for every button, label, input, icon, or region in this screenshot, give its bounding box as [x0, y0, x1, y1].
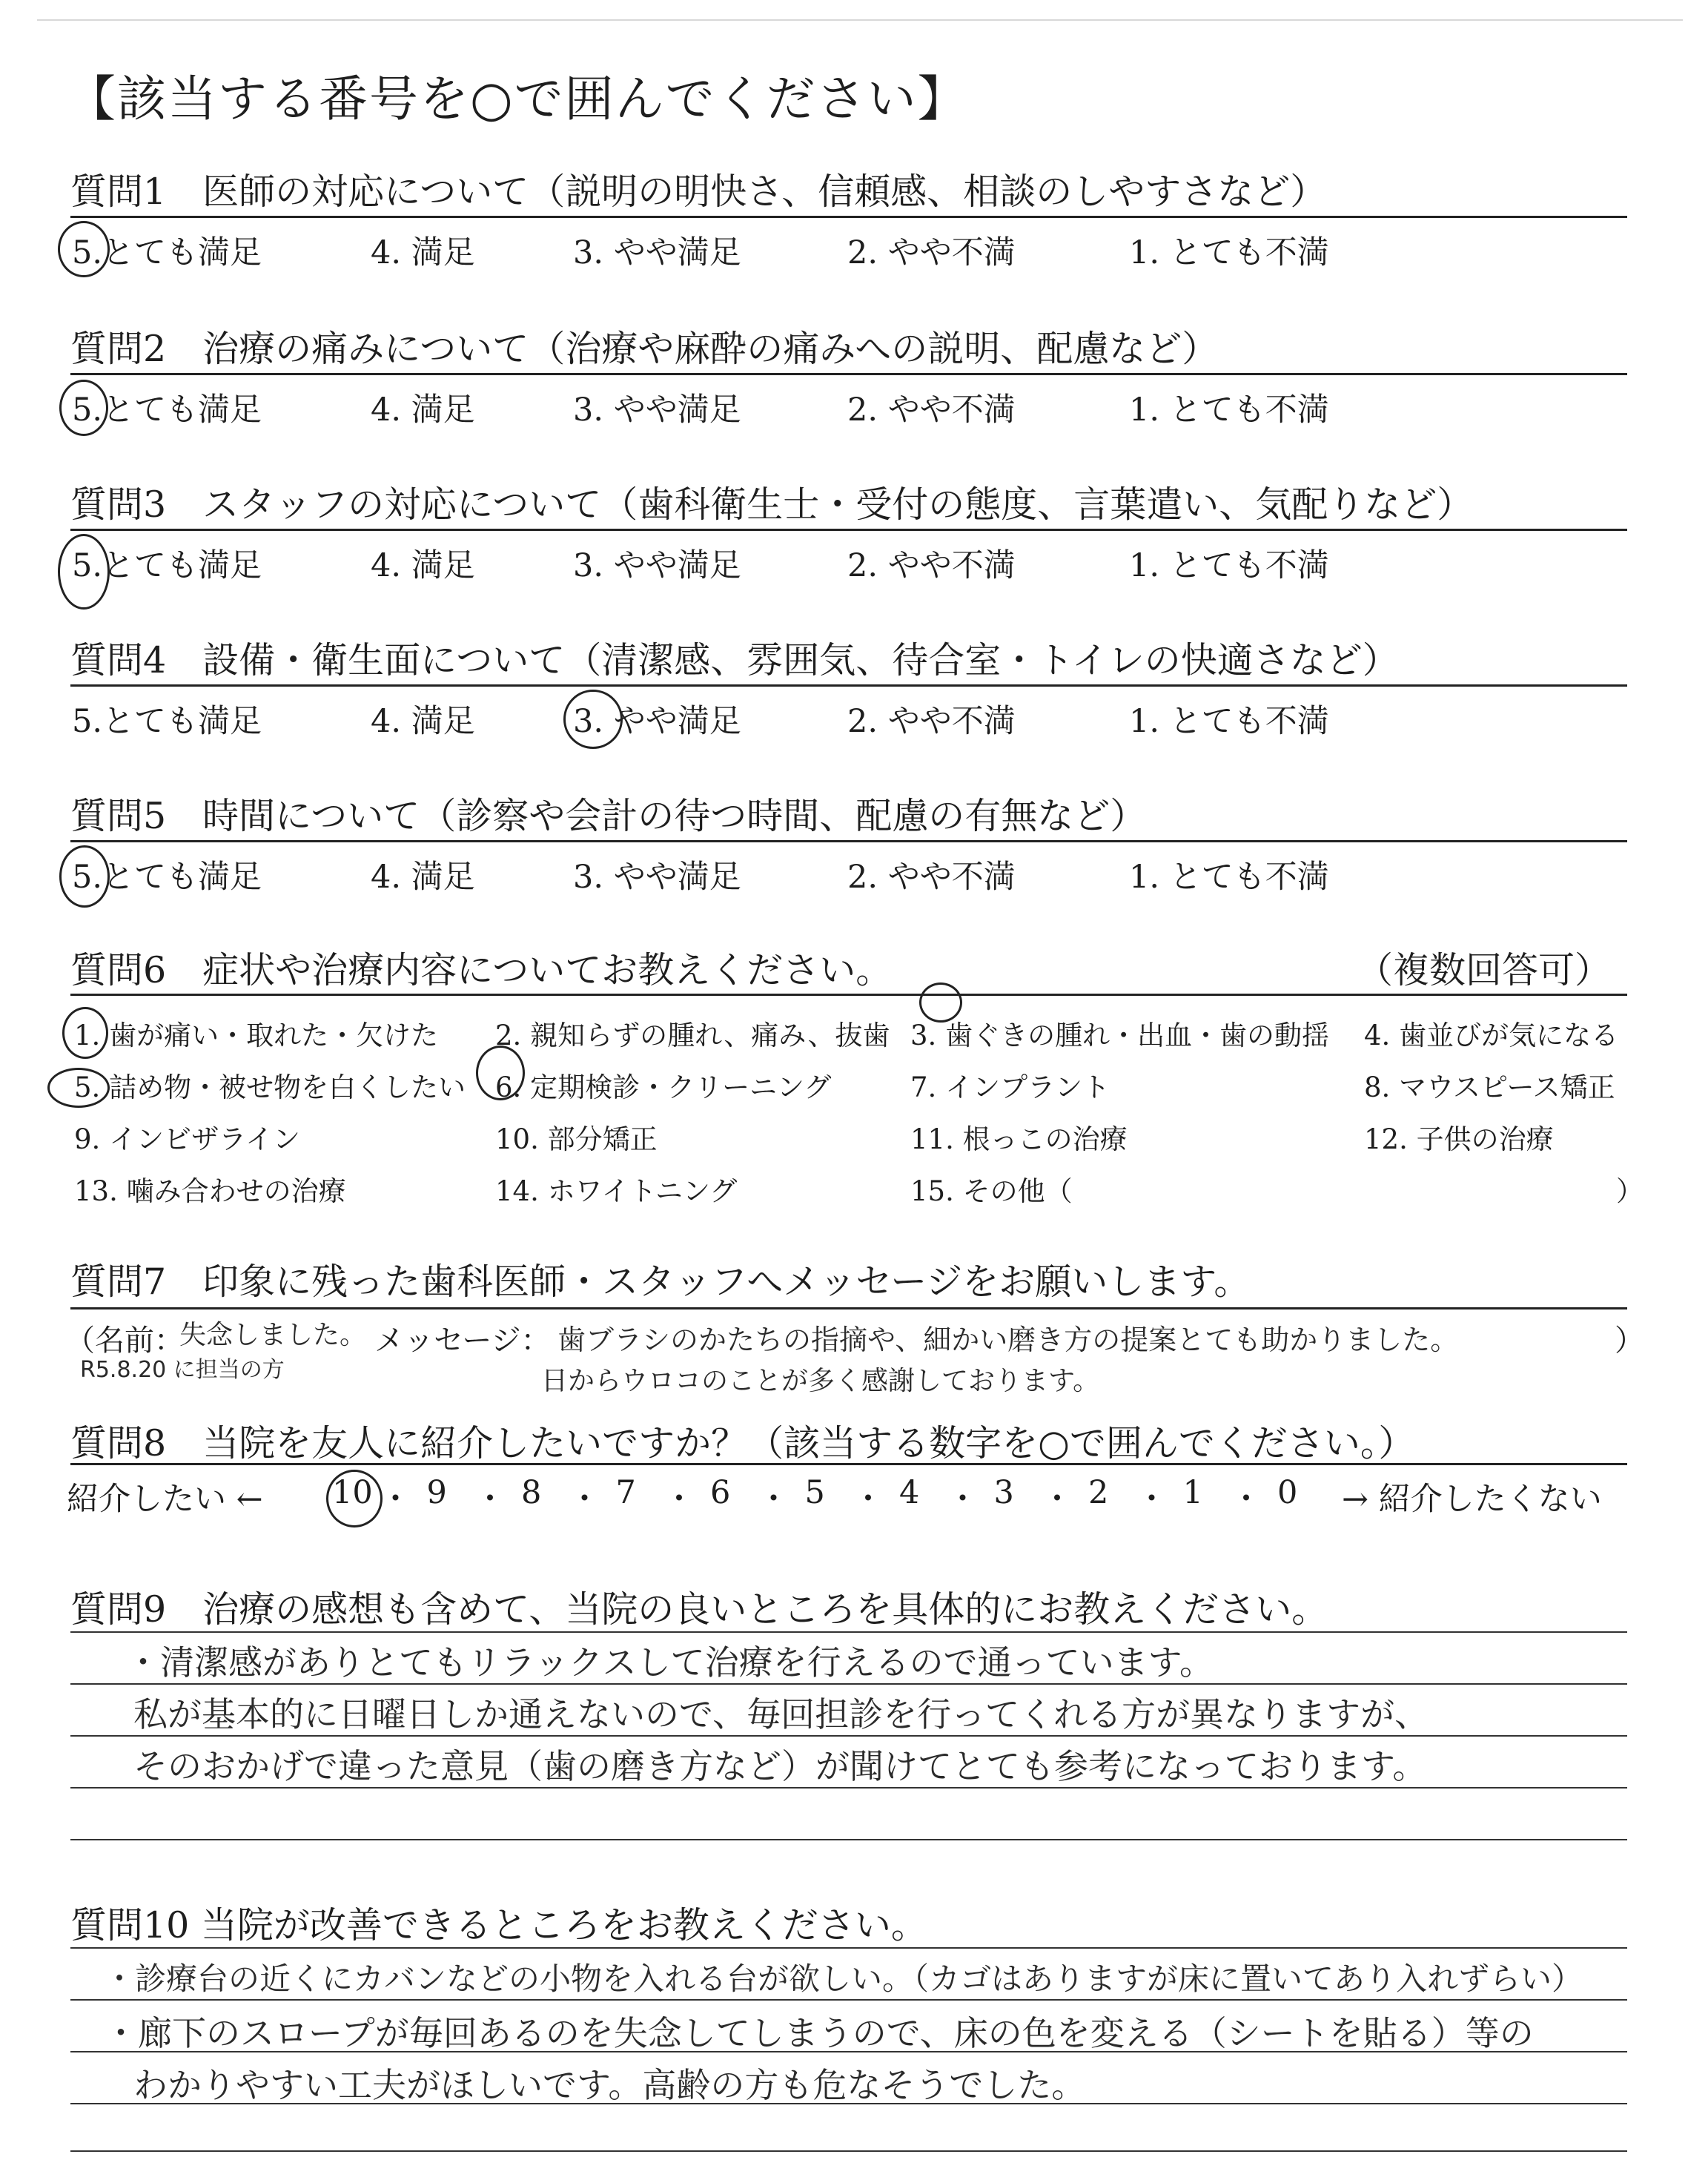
option-3[interactable]: 3. やや満足 — [573, 547, 741, 584]
scale-value-9[interactable]: 9 — [426, 1474, 447, 1511]
scale-value-4[interactable]: 4 — [899, 1474, 920, 1511]
option-2[interactable]: 2. やや不満 — [847, 703, 1016, 740]
symptom-option-12[interactable]: 12. 子供の治療 — [1364, 1123, 1554, 1155]
selection-circle — [326, 1470, 383, 1527]
option-3[interactable]: 3. やや満足 — [573, 392, 741, 429]
symptom-option-3[interactable]: 3. 歯ぐきの腫れ・出血・歯の動揺 — [910, 1020, 1330, 1051]
question-title: 質問8 当院を友人に紹介したいですか？（該当する数字を○で囲んでください。） — [70, 1422, 1415, 1464]
symptom-option-14[interactable]: 14. ホワイトニング — [495, 1175, 738, 1207]
message-handwritten-line-2: 日からウロコのことが多く感謝しております。 — [541, 1366, 1100, 1396]
message-handwritten-line-1: 歯ブラシのかたちの指摘や、細かい磨き方の提案とても助かりました。 — [557, 1324, 1459, 1356]
option-3[interactable]: 3. やや満足 — [573, 703, 741, 740]
scale-value-1[interactable]: 1 — [1182, 1474, 1203, 1511]
selection-circle — [919, 982, 962, 1023]
option-5[interactable]: 5.とても満足 — [72, 859, 262, 896]
answer-line — [70, 1839, 1627, 1840]
question-rule — [70, 840, 1627, 842]
selection-circle — [58, 534, 110, 610]
symptom-option-7[interactable]: 7. インプラント — [910, 1071, 1110, 1103]
question-title: 質問4 設備・衛生面について（清潔感、雰囲気、待合室・トイレの快適さなど） — [70, 639, 1399, 681]
other-close-paren: ） — [1616, 1175, 1644, 1207]
option-5[interactable]: 5.とても満足 — [72, 392, 262, 429]
symptom-option-8[interactable]: 8. マウスピース矯正 — [1364, 1071, 1615, 1103]
option-5[interactable]: 5.とても満足 — [72, 234, 262, 271]
selection-circle — [62, 1007, 108, 1059]
option-2[interactable]: 2. やや不満 — [847, 547, 1016, 584]
question-rule — [70, 1307, 1627, 1309]
improvement-line-1: ・診療台の近くにカバンなどの小物を入れる台が欲しい。（カゴはありますが床に置いてあり入れずらい） — [104, 1961, 1583, 1997]
question-title: 質問9 治療の感想も含めて、当院の良いところを具体的にお教えください。 — [70, 1588, 1328, 1631]
option-2[interactable]: 2. やや不満 — [847, 392, 1016, 429]
scale-value-8[interactable]: 8 — [521, 1474, 542, 1511]
good-points-line-3: そのおかげで違った意見（歯の磨き方など）が聞けてとても参考になっております。 — [133, 1746, 1427, 1786]
scale-separator: ・ — [1136, 1481, 1168, 1518]
good-points-line-2: 私が基本的に日曜日しか通えないので、毎回担診を行ってくれる方が異なりますが、 — [133, 1694, 1429, 1734]
scale-value-0[interactable]: 0 — [1277, 1474, 1298, 1511]
question-rule — [70, 529, 1627, 531]
message-close-paren: ） — [1615, 1324, 1644, 1358]
scale-value-5[interactable]: 5 — [804, 1474, 825, 1511]
selection-circle — [476, 1046, 525, 1100]
scale-separator: ・ — [663, 1481, 695, 1518]
message-label: メッセージ： — [374, 1324, 551, 1358]
question-title: 質問10 当院が改善できるところをお教えください。 — [70, 1904, 927, 1946]
question-rule — [70, 994, 1627, 996]
improvement-line-2: ・廊下のスロープが毎回あるのを失念してしまうので、床の色を変える（シートを貼る）等の — [104, 2013, 1534, 2053]
answer-line — [70, 1947, 1627, 1949]
question-rule — [70, 216, 1627, 218]
scale-separator: ・ — [569, 1481, 600, 1518]
option-3[interactable]: 3. やや満足 — [573, 234, 741, 271]
form-header: 【該当する番号を○で囲んでください】 — [67, 70, 968, 128]
selection-circle — [563, 690, 623, 749]
scale-value-3[interactable]: 3 — [993, 1474, 1014, 1511]
question-title: 質問1 医師の対応について（説明の明快さ、信頼感、相談のしやすさなど） — [70, 171, 1327, 213]
option-1[interactable]: 1. とても不満 — [1129, 703, 1329, 740]
scale-separator: ・ — [474, 1481, 506, 1518]
option-1[interactable]: 1. とても不満 — [1129, 392, 1329, 429]
answer-line — [70, 2150, 1627, 2152]
top-border — [37, 19, 1683, 21]
scale-value-2[interactable]: 2 — [1088, 1474, 1109, 1511]
symptom-option-15[interactable]: 15. その他（ — [910, 1175, 1073, 1207]
scale-separator: ・ — [947, 1481, 979, 1518]
selection-circle — [59, 380, 108, 436]
option-5[interactable]: 5.とても満足 — [72, 703, 262, 740]
scale-separator: ・ — [1041, 1481, 1073, 1518]
option-2[interactable]: 2. やや不満 — [847, 859, 1016, 896]
option-1[interactable]: 1. とても不満 — [1129, 234, 1329, 271]
symptom-option-6[interactable]: 6. 定期検診・クリーニング — [495, 1071, 832, 1103]
question-title: 質問2 治療の痛みについて（治療や麻酔の痛みへの説明、配慮など） — [70, 328, 1219, 370]
question-title: 質問6 症状や治療内容についてお教えください。 — [70, 949, 893, 991]
answer-line — [70, 1999, 1627, 2001]
symptom-option-11[interactable]: 11. 根っこの治療 — [910, 1123, 1128, 1155]
option-1[interactable]: 1. とても不満 — [1129, 859, 1329, 896]
question-rule — [70, 684, 1627, 687]
symptom-option-13[interactable]: 13. 噛み合わせの治療 — [74, 1175, 346, 1207]
option-5[interactable]: 5.とても満足 — [72, 547, 262, 584]
symptom-option-1[interactable]: 1. 歯が痛い・取れた・欠けた — [74, 1020, 439, 1051]
question-rule — [70, 373, 1627, 375]
selection-circle — [47, 1068, 110, 1108]
symptom-option-4[interactable]: 4. 歯並びが気になる — [1364, 1020, 1619, 1051]
scale-separator: ・ — [1230, 1481, 1262, 1518]
option-3[interactable]: 3. やや満足 — [573, 859, 741, 896]
scale-separator: ・ — [758, 1481, 790, 1518]
option-2[interactable]: 2. やや不満 — [847, 234, 1016, 271]
option-4[interactable]: 4. 満足 — [371, 703, 475, 740]
scale-value-6[interactable]: 6 — [710, 1474, 731, 1511]
option-4[interactable]: 4. 満足 — [371, 392, 475, 429]
scale-value-10[interactable]: 10 — [332, 1474, 373, 1511]
question-rule — [70, 1463, 1627, 1465]
selection-circle — [59, 845, 110, 908]
selection-circle — [58, 221, 110, 277]
symptom-option-9[interactable]: 9. インビザライン — [74, 1123, 300, 1155]
multiple-answer-note: （複数回答可） — [1357, 949, 1612, 991]
scale-separator: ・ — [852, 1481, 884, 1518]
question-title: 質問3 スタッフの対応について（歯科衛生士・受付の態度、言葉遣い、気配りなど） — [70, 483, 1474, 526]
improvement-line-3: わかりやすい工夫がほしいです。高齢の方も危なそうでした。 — [133, 2065, 1086, 2105]
symptom-option-2[interactable]: 2. 親知らずの腫れ、痛み、抜歯 — [495, 1020, 890, 1051]
recommend-left-label: 紹介したい ← — [67, 1481, 263, 1518]
name-handwritten-line-1: 失念しました。 — [179, 1320, 367, 1350]
question-title: 質問7 印象に残った歯科医師・スタッフへメッセージをお願いします。 — [70, 1261, 1251, 1303]
recommend-right-label: → 紹介したくない — [1342, 1481, 1602, 1518]
symptom-option-5[interactable]: 5. 詰め物・被せ物を白くしたい — [74, 1071, 466, 1103]
option-1[interactable]: 1. とても不満 — [1129, 547, 1329, 584]
scale-value-7[interactable]: 7 — [615, 1474, 636, 1511]
option-4[interactable]: 4. 満足 — [371, 234, 475, 271]
question-title: 質問5 時間について（診察や会計の待つ時間、配慮の有無など） — [70, 795, 1147, 837]
name-label: （名前： — [65, 1324, 184, 1358]
name-handwritten-line-2: R5.8.20 に担当の方 — [80, 1357, 285, 1383]
good-points-line-1: ・清潔感がありとてもリラックスして治療を行えるので通っています。 — [126, 1642, 1214, 1682]
option-4[interactable]: 4. 満足 — [371, 547, 475, 584]
option-4[interactable]: 4. 満足 — [371, 859, 475, 896]
scale-separator: ・ — [380, 1481, 411, 1518]
symptom-option-10[interactable]: 10. 部分矯正 — [495, 1123, 658, 1155]
answer-line — [70, 1631, 1627, 1633]
